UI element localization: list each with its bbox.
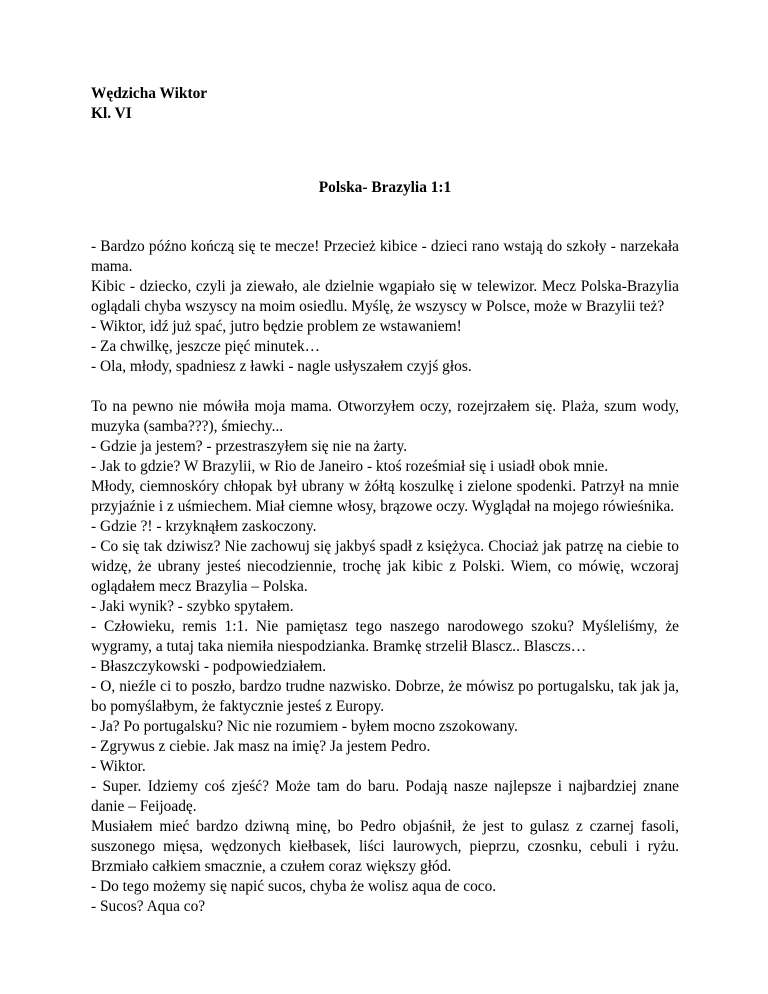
paragraph: - Super. Idziemy coś zjeść? Może tam do baru. Podają nasze najlepsze i najbardziej znane danie – Feijoadę.: [91, 778, 679, 815]
paragraph: Musiałem mieć bardzo dziwną minę, bo Pedro objaśnił, że jest to gulasz z czarnej fasoli, suszonego mięsa, wędzonych kiełbasek, liści laurowych, pieprzu, czosnku, cebuli i ryżu. Brzmiało całkiem smacznie, a czułem coraz większy głód.: [91, 818, 679, 875]
paragraph: - Sucos? Aqua co?: [91, 898, 206, 915]
paragraph: - Gdzie ?! - krzyknąłem zaskoczony.: [91, 518, 317, 535]
paragraph: - Wiktor, idź już spać, jutro będzie problem ze wstawaniem!: [91, 318, 462, 335]
paragraph: - Ja? Po portugalsku? Nic nie rozumiem - byłem mocno zszokowany.: [91, 718, 518, 735]
paragraph: - Co się tak dziwisz? Nie zachowuj się jakbyś spadł z księżyca. Chociaż jak patrzę na ciebie to widzę, że ubrany jesteś niecodziennie, trochę jak kibic z Polski. Wiem, co mówię, wczoraj oglądałem mecz Brazylia – Polska.: [91, 538, 679, 595]
class-label: Kl. VI: [91, 105, 132, 122]
story-body: [91, 237, 679, 917]
paragraph: - Bardzo późno kończą się te mecze! Przecież kibice - dzieci rano wstają do szkoły - narzekała mama.: [91, 238, 679, 275]
paragraph: - Ola, młody, spadniesz z ławki - nagle usłyszałem czyjś głos.: [91, 358, 472, 375]
paragraph: To na pewno nie mówiła moja mama. Otworzyłem oczy, rozejrzałem się. Plaża, szum wody, muzyka (samba???), śmiechy...: [91, 398, 679, 435]
paragraph: - Błaszczykowski - podpowiedziałem.: [91, 658, 327, 675]
story-title: Polska- Brazylia 1:1: [318, 179, 452, 196]
paragraph: - Gdzie ja jestem? - przestraszyłem się nie na żarty.: [91, 438, 408, 455]
paragraph: - Za chwilkę, jeszcze pięć minutek…: [91, 338, 321, 355]
paragraph: - Jaki wynik? - szybko spytałem.: [91, 598, 294, 615]
document-page: [91, 84, 679, 915]
paragraph: - Jak to gdzie? W Brazylii, w Rio de Janeiro - ktoś roześmiał się i usiadł obok mnie.: [91, 458, 609, 475]
author-name: Wędzicha Wiktor: [91, 85, 208, 102]
paragraph: - Człowieku, remis 1:1. Nie pamiętasz tego naszego narodowego szoku? Myśleliśmy, że wygramy, a tutaj taka niemiła niespodzianka. Bramkę strzelił Blascz.. Blasczs…: [91, 618, 679, 655]
paragraph: Młody, ciemnoskóry chłopak był ubrany w żółtą koszulkę i zielone spodenki. Patrzył na mnie przyjaźnie i z uśmiechem. Miał ciemne włosy, brązowe oczy. Wyglądał na mojego rówieśnika.: [91, 478, 679, 515]
paragraph-gap: [91, 377, 679, 397]
paragraph: - O, nieźle ci to poszło, bardzo trudne nazwisko. Dobrze, że mówisz po portugalsku, tak jak ja, bo pomyślałbym, że faktycznie jesteś z Europy.: [91, 678, 679, 715]
paragraph: Kibic - dziecko, czyli ja ziewało, ale dzielnie wgapiało się w telewizor. Mecz Polska-Brazylia oglądali chyba wszyscy na moim osiedlu. Myślę, że wszyscy w Polsce, może w Brazylii też?: [91, 278, 679, 315]
paragraph: - Do tego możemy się napić sucos, chyba że wolisz aqua de coco.: [91, 878, 497, 895]
paragraph: - Wiktor.: [91, 758, 146, 775]
paragraph: - Zgrywus z ciebie. Jak masz na imię? Ja jestem Pedro.: [91, 738, 431, 755]
